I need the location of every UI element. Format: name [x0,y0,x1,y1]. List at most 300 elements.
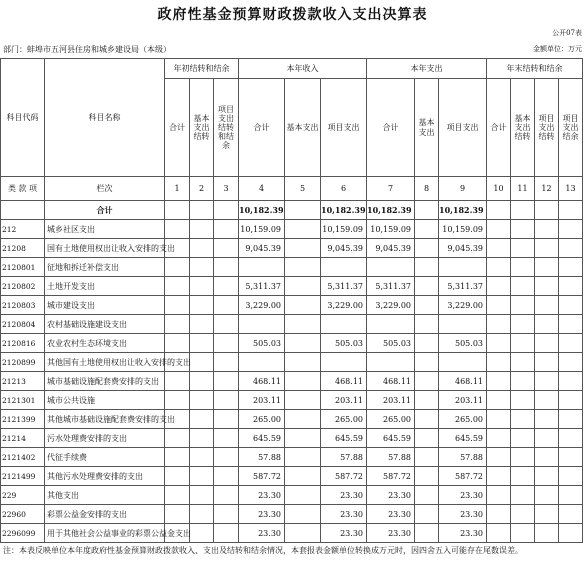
cell-c1 [165,315,190,334]
cell-c8 [415,372,439,391]
cell-c8 [415,505,439,524]
amount-unit: 金额单位：万元 [533,45,582,53]
cell-c4: 10,159.09 [239,220,285,239]
col-header-10: 合计 [487,79,511,177]
cell-c13 [559,277,583,296]
cell-c8 [415,296,439,315]
cell-c3 [214,372,239,391]
lei-label: 类 [7,183,16,193]
cell-c12 [535,372,559,391]
end-balance-header: 年末结转和结余 [487,59,583,79]
table-row [1,391,583,410]
cell-c10 [487,277,511,296]
cell-c7: 57.88 [367,448,415,467]
lei-kuan-xiang-header [1,177,45,201]
table-row [1,372,583,391]
seq-4: 4 [239,177,285,201]
cell-c2 [190,448,214,467]
subject-name: 污水处理费安排的支出 [45,429,165,448]
cell-c3 [214,315,239,334]
col-header-3: 项目支出结转和结余 [214,79,239,177]
cell-c9: 265.00 [439,410,487,429]
cell-c3 [214,220,239,239]
subject-code: 21214 [1,429,45,448]
subject-name: 彩票公益金安排的支出 [45,505,165,524]
subject-code-header: 科目代码 [1,59,45,177]
cell-c8 [415,391,439,410]
cell-c6: 3,229.00 [321,296,367,315]
cell-c2 [190,258,214,277]
cell-c1 [165,486,190,505]
cell-c2 [190,296,214,315]
cell-c12 [535,334,559,353]
seq-9: 9 [439,177,487,201]
cell-c10 [487,391,511,410]
cell-c10 [487,315,511,334]
department-label: 部门：蚌埠市五河县住房和城乡建设局（本级） [3,45,171,54]
cell-c10 [487,296,511,315]
cell-c7: 645.59 [367,429,415,448]
subject-code: 21208 [1,239,45,258]
cell-c9: 10,159.09 [439,220,487,239]
cell-c10 [487,448,511,467]
subject-code: 2121301 [1,391,45,410]
total-expense: 10,182.39 [367,201,415,220]
col-header-13: 项目支出结余 [559,79,583,177]
subject-code: 229 [1,486,45,505]
cell-c8 [415,467,439,486]
subject-name: 城乡社区支出 [45,220,165,239]
cell-c11 [511,239,535,258]
cell-c13 [559,448,583,467]
cell-c3 [214,391,239,410]
subject-name: 农村基础设施建设支出 [45,315,165,334]
cell-c8 [415,239,439,258]
table-row [1,277,583,296]
cell-c8 [415,353,439,372]
cell-c5 [285,467,321,486]
cell-c12 [535,486,559,505]
cell-c5 [285,524,321,543]
seq-6: 6 [321,177,367,201]
cell-c2 [190,429,214,448]
cell-c13 [559,486,583,505]
cell-c13 [559,258,583,277]
subject-name: 土地开发支出 [45,277,165,296]
cell-c4 [239,353,285,372]
cell-c7 [367,258,415,277]
subject-code: 2121402 [1,448,45,467]
cell-c6: 5,311.37 [321,277,367,296]
table-row [1,353,583,372]
subject-code: 2120899 [1,353,45,372]
cell-c9: 23.30 [439,524,487,543]
table-row [1,239,583,258]
cell-c2 [190,334,214,353]
cell-c4: 265.00 [239,410,285,429]
cell-c6: 23.30 [321,486,367,505]
cell-c12 [535,524,559,543]
cell-c6: 23.30 [321,505,367,524]
cell-c4 [239,258,285,277]
subject-name: 国有土地使用权出让收入安排的支出 [45,239,165,258]
cell-c12 [535,220,559,239]
cell-c1 [165,391,190,410]
cell-c6: 23.30 [321,524,367,543]
cell-c6: 265.00 [321,410,367,429]
seq-11: 11 [511,177,535,201]
table-row [1,467,583,486]
cell-c13 [559,220,583,239]
table-row [1,334,583,353]
cell-c13 [559,372,583,391]
cell-c6: 57.88 [321,448,367,467]
cell-c3 [214,334,239,353]
cell-c12 [535,429,559,448]
cell-c12 [535,239,559,258]
col-header-7: 合计 [367,79,415,177]
cell-c11 [511,315,535,334]
subject-name-header: 科目名称 [45,59,165,177]
cell-c9: 23.30 [439,486,487,505]
cell-c2 [190,277,214,296]
table-row [1,410,583,429]
cell-c5 [285,429,321,448]
cell-c11 [511,448,535,467]
cell-c3 [214,429,239,448]
seq-1: 1 [165,177,190,201]
subject-code: 2120816 [1,334,45,353]
cell-c4: 23.30 [239,505,285,524]
subject-name: 城市公共设施 [45,391,165,410]
cell-c4: 9,045.39 [239,239,285,258]
table-row [1,505,583,524]
cell-c9: 203.11 [439,391,487,410]
cell-c12 [535,353,559,372]
table-row [1,448,583,467]
cell-c13 [559,524,583,543]
col-header-5: 基本支出 [285,79,321,177]
cell-c7: 3,229.00 [367,296,415,315]
cell-c8 [415,334,439,353]
table-row [1,524,583,543]
total-income-project: 10,182.39 [321,201,367,220]
cell-c9: 468.11 [439,372,487,391]
cell-c3 [214,277,239,296]
cell-c10 [487,372,511,391]
cell-c4: 505.03 [239,334,285,353]
cell-c7: 265.00 [367,410,415,429]
cell-c7: 23.30 [367,524,415,543]
subject-code: 2121499 [1,467,45,486]
budget-table [0,58,583,543]
cell-c12 [535,315,559,334]
table-row [1,486,583,505]
cell-c1 [165,277,190,296]
cell-c8 [415,258,439,277]
cell-c5 [285,296,321,315]
cell-c2 [190,505,214,524]
cell-c8 [415,315,439,334]
cell-c10 [487,258,511,277]
subject-code: 2296099 [1,524,45,543]
cell-c13 [559,239,583,258]
cell-c2 [190,353,214,372]
cell-c13 [559,410,583,429]
cell-c11 [511,467,535,486]
table-row [1,258,583,277]
cell-c7: 505.03 [367,334,415,353]
cell-c2 [190,410,214,429]
cell-c13 [559,391,583,410]
expense-header: 本年支出 [367,59,487,79]
cell-c11 [511,334,535,353]
subject-code: 21213 [1,372,45,391]
cell-c9: 9,045.39 [439,239,487,258]
cell-c11 [511,353,535,372]
cell-c5 [285,220,321,239]
cell-c9: 57.88 [439,448,487,467]
cell-c7: 23.30 [367,486,415,505]
subject-name: 城市基础设施配套费安排的支出 [45,372,165,391]
cell-c3 [214,353,239,372]
cell-c2 [190,220,214,239]
cell-c7: 9,045.39 [367,239,415,258]
cell-c9: 587.72 [439,467,487,486]
cell-c2 [190,315,214,334]
begin-balance-header: 年初结转和结余 [165,59,239,79]
cell-c1 [165,258,190,277]
cell-c11 [511,220,535,239]
subject-name: 农业农村生态环境支出 [45,334,165,353]
cell-c1 [165,505,190,524]
footnote: 注：本表反映单位本年度政府性基金预算财政拨款收入、支出及结转和结余情况，本套报表金额单位转换成万元时，因四舍五入可能存在尾数误差。 [3,546,523,555]
subject-name: 其他污水处理费安排的支出 [45,467,165,486]
subject-code: 2121399 [1,410,45,429]
cell-c13 [559,505,583,524]
seq-2: 2 [190,177,214,201]
cell-c8 [415,277,439,296]
cell-c1 [165,220,190,239]
col-header-12: 项目支出结转 [535,79,559,177]
cell-c7: 203.11 [367,391,415,410]
seq-3: 3 [214,177,239,201]
cell-c6: 645.59 [321,429,367,448]
cell-c8 [415,429,439,448]
cell-c2 [190,239,214,258]
cell-c13 [559,353,583,372]
cell-c4: 5,311.37 [239,277,285,296]
subject-name: 其他城市基础设施配套费安排的支出 [45,410,165,429]
cell-c12 [535,410,559,429]
cell-c11 [511,524,535,543]
cell-c9 [439,353,487,372]
cell-c6: 203.11 [321,391,367,410]
cell-c13 [559,315,583,334]
cell-c3 [214,410,239,429]
cell-c6 [321,315,367,334]
cell-c6 [321,353,367,372]
cell-c2 [190,486,214,505]
cell-c5 [285,448,321,467]
cell-c4: 203.11 [239,391,285,410]
cell-c10 [487,486,511,505]
cell-c7 [367,353,415,372]
cell-c5 [285,239,321,258]
col-header-2: 基本支出结转 [190,79,214,177]
cell-c9: 3,229.00 [439,296,487,315]
cell-c12 [535,467,559,486]
cell-c8 [415,410,439,429]
cell-c7: 5,311.37 [367,277,415,296]
total-income: 10,182.39 [239,201,285,220]
cell-c9: 505.03 [439,334,487,353]
cell-c11 [511,429,535,448]
cell-c10 [487,239,511,258]
cell-c12 [535,277,559,296]
cell-c12 [535,448,559,467]
cell-c12 [535,296,559,315]
cell-c6: 10,159.09 [321,220,367,239]
cell-c13 [559,467,583,486]
total-expense-project: 10,182.39 [439,201,487,220]
cell-c10 [487,524,511,543]
cell-c3 [214,486,239,505]
col-header-11: 基本支出结转 [511,79,535,177]
cell-c11 [511,486,535,505]
col-header-6: 项目支出 [321,79,367,177]
table-row [1,429,583,448]
col-header-8: 基本支出 [415,79,439,177]
table-row [1,296,583,315]
table-row [1,315,583,334]
subject-code: 2120804 [1,315,45,334]
col-header-1: 合计 [165,79,190,177]
cell-c11 [511,505,535,524]
cell-c1 [165,372,190,391]
subject-code: 2120802 [1,277,45,296]
seq-13: 13 [559,177,583,201]
subject-name: 城市建设支出 [45,296,165,315]
cell-c5 [285,372,321,391]
cell-c6: 505.03 [321,334,367,353]
cell-c3 [214,296,239,315]
cell-c8 [415,486,439,505]
cell-c2 [190,372,214,391]
cell-c2 [190,524,214,543]
seq-12: 12 [535,177,559,201]
cell-c7: 587.72 [367,467,415,486]
subject-name: 其他国有土地使用权出让收入安排的支出 [45,353,165,372]
cell-c7: 10,159.09 [367,220,415,239]
cell-c3 [214,258,239,277]
cell-c10 [487,467,511,486]
cell-c10 [487,353,511,372]
cell-c9: 5,311.37 [439,277,487,296]
seq-5: 5 [285,177,321,201]
seq-8: 8 [415,177,439,201]
cell-c4: 3,229.00 [239,296,285,315]
cell-c1 [165,296,190,315]
cell-c9: 645.59 [439,429,487,448]
cell-c8 [415,448,439,467]
cell-c6: 587.72 [321,467,367,486]
cell-c5 [285,391,321,410]
cell-c4: 57.88 [239,448,285,467]
subject-name: 代征手续费 [45,448,165,467]
subject-name: 用于其他社会公益事业的彩票公益金支出 [45,524,165,543]
total-row [1,201,583,220]
cell-c12 [535,258,559,277]
cell-c4 [239,315,285,334]
cell-c5 [285,486,321,505]
cell-c3 [214,239,239,258]
cell-c7 [367,315,415,334]
cell-c3 [214,448,239,467]
cell-c10 [487,505,511,524]
total-label: 合计 [45,201,165,220]
col-header-9: 项目支出 [439,79,487,177]
subject-code: 22960 [1,505,45,524]
cell-c7: 468.11 [367,372,415,391]
cell-c11 [511,372,535,391]
cell-c11 [511,410,535,429]
subject-name: 征地和拆迁补偿支出 [45,258,165,277]
cell-c6: 468.11 [321,372,367,391]
cell-c1 [165,467,190,486]
seq-7: 7 [367,177,415,201]
cell-c4: 587.72 [239,467,285,486]
cell-c5 [285,315,321,334]
col-header-4: 合计 [239,79,285,177]
cell-c5 [285,277,321,296]
cell-c12 [535,391,559,410]
subject-code: 2120803 [1,296,45,315]
cell-c6: 9,045.39 [321,239,367,258]
subject-name: 其他支出 [45,486,165,505]
form-number: 公开07表 [552,29,582,37]
subject-code: 212 [1,220,45,239]
cell-c11 [511,391,535,410]
cell-c3 [214,524,239,543]
cell-c4: 23.30 [239,486,285,505]
cell-c5 [285,505,321,524]
cell-c10 [487,220,511,239]
cell-c9 [439,258,487,277]
cell-c2 [190,467,214,486]
cell-c5 [285,334,321,353]
cell-c8 [415,220,439,239]
cell-c4: 468.11 [239,372,285,391]
cell-c4: 23.30 [239,524,285,543]
table-row [1,220,583,239]
cell-c8 [415,524,439,543]
report-title: 政府性基金预算财政拨款收入支出决算表 [157,7,428,23]
cell-c9 [439,315,487,334]
cell-c1 [165,334,190,353]
cell-c2 [190,391,214,410]
cell-c5 [285,353,321,372]
cell-c9: 23.30 [439,505,487,524]
cell-c13 [559,296,583,315]
cell-c5 [285,410,321,429]
cell-c6 [321,258,367,277]
cell-c1 [165,429,190,448]
cell-c5 [285,258,321,277]
cell-c10 [487,410,511,429]
cell-c11 [511,258,535,277]
row-number-label: 栏次 [45,177,165,201]
